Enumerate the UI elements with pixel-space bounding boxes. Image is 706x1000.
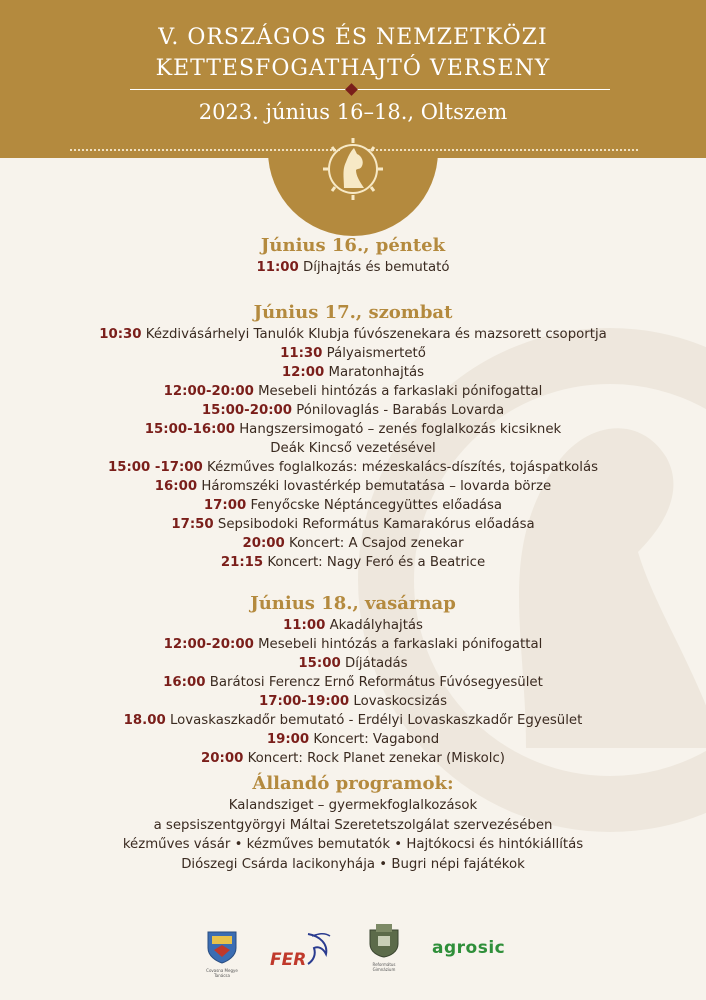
event-text: Pónilovaglás - Barabás Lovarda: [296, 403, 505, 418]
event-row: [0, 382, 706, 401]
event-text: Koncert: Vagabond: [313, 732, 440, 747]
event-time: 12:00-20:00: [163, 637, 254, 652]
event-row: [0, 258, 706, 277]
event-text: Koncert: Rock Planet zenekar (Miskolc): [247, 751, 505, 766]
permanent-line: Kalandsziget – gyermekfoglalkozások: [228, 798, 478, 813]
event-time: 16:00: [154, 479, 198, 494]
event-text: Mesebeli hintózás a farkaslaki pónifogattal: [258, 384, 543, 399]
event-date-place: 2023. június 16–18., Oltszem: [198, 100, 508, 124]
sponsor-agrosic-logo: [432, 938, 516, 958]
event-text: Akadályhajtás: [329, 618, 423, 633]
event-time: 17:00-19:00: [258, 694, 350, 709]
event-row: [0, 363, 706, 382]
sponsor-logos: [0, 920, 706, 990]
event-row: [0, 730, 706, 749]
day-block-friday: [0, 234, 706, 277]
event-time: 19:00: [266, 732, 310, 747]
event-row: [0, 749, 706, 768]
sponsor-caption: Covasna Megye Tanácsa: [206, 968, 238, 978]
day-heading: Június 16., péntek: [260, 235, 446, 256]
event-text: Kézműves foglalkozás: mézeskalács-díszítés, tojáspatkolás: [207, 460, 599, 475]
event-row: [0, 616, 706, 635]
event-row: [0, 515, 706, 534]
event-time: 20:00: [242, 536, 285, 551]
school-crest-icon: [366, 922, 402, 958]
event-time: 12:00: [281, 365, 325, 380]
event-row-continuation: [0, 439, 706, 458]
event-row: [0, 692, 706, 711]
title-divider-right: [360, 89, 610, 90]
permanent-line: Diószegi Csárda lacikonyhája • Bugri népi fajátékok: [181, 856, 525, 872]
event-time: 15:00 -17:00: [107, 460, 203, 475]
event-row: [0, 673, 706, 692]
event-row: [0, 477, 706, 496]
event-row: [0, 344, 706, 363]
permanent-heading: Állandó programok:: [252, 773, 454, 794]
sponsor-county-logo: [200, 930, 244, 978]
event-time: 15:00-16:00: [144, 422, 235, 437]
event-row: [0, 711, 706, 730]
sponsor-fer-logo: [268, 930, 338, 970]
event-time: 11:00: [256, 260, 299, 275]
event-row: [0, 401, 706, 420]
event-time: 15:00-20:00: [201, 403, 293, 418]
event-time: 11:00: [283, 618, 326, 633]
event-time: 17:00: [203, 498, 247, 513]
event-text: Kézdivásárhelyi Tanulók Klubja fúvószenekara és mazsorett csoportja: [145, 327, 607, 342]
event-time: 21:15: [220, 555, 264, 570]
event-text: Koncert: A Csajod zenekar: [289, 536, 464, 551]
event-text: Deák Kincső vezetésével: [270, 441, 436, 456]
event-row: [0, 325, 706, 344]
horse-sun-logo-icon: [314, 128, 392, 206]
event-row: [0, 496, 706, 515]
permanent-line: kézműves vásár • kézműves bemutatók • Hajtókocsi és hintókiállítás: [122, 837, 584, 852]
event-time: 12:00-20:00: [163, 384, 254, 399]
event-row: [0, 458, 706, 477]
event-row: [0, 635, 706, 654]
event-text: Hangszersimogató – zenés foglalkozás kicsiknek: [239, 422, 562, 437]
event-time: 11:30: [280, 346, 323, 361]
event-text: Barátosi Ferencz Ernő Református Fúvósegyesület: [209, 675, 543, 690]
event-text: Mesebeli hintózás a farkaslaki pónifogattal: [258, 637, 543, 652]
event-text: Lovaskocsizás: [353, 694, 447, 709]
day-heading: Június 17., szombat: [253, 302, 453, 323]
sponsor-school-logo: [366, 922, 402, 972]
event-text: Díjátadás: [344, 656, 408, 671]
fer-wordmark: FER: [270, 950, 307, 970]
program-schedule: [0, 234, 706, 874]
event-text: Koncert: Nagy Feró és a Beatrice: [267, 555, 486, 570]
title-divider-left: [130, 89, 380, 90]
sponsor-caption: Református Gimnázium: [372, 962, 396, 972]
event-text: Maratonhajtás: [328, 365, 425, 380]
event-time: 17:50: [171, 517, 214, 532]
event-text: Pályaismertető: [326, 346, 426, 361]
day-heading: Június 18., vasárnap: [250, 593, 456, 614]
day-block-sunday: [0, 592, 706, 768]
county-crest-icon: [200, 930, 244, 964]
event-title-line2: KETTESFOGATHAJTÓ VERSENY: [155, 56, 551, 81]
agrosic-wordmark: agrosic: [432, 938, 506, 958]
event-row: [0, 420, 706, 439]
event-time: 20:00: [201, 751, 244, 766]
event-text: Díjhajtás és bemutató: [303, 260, 450, 275]
dotted-divider-right: [368, 149, 638, 151]
event-text: Háromszéki lovastérkép bemutatása – lovarda börze: [201, 479, 552, 494]
permanent-line: a sepsiszentgyörgyi Máltai Szeretetszolgálat szervezésében: [153, 817, 553, 833]
dotted-divider-left: [70, 149, 340, 151]
event-row: [0, 534, 706, 553]
event-row: [0, 654, 706, 673]
event-title-line1: V. ORSZÁGOS ÉS NEMZETKÖZI: [158, 25, 548, 50]
event-text: Sepsibodoki Református Kamarakórus előadása: [217, 517, 535, 532]
event-text: Lovaskaszkadőr bemutató - Erdélyi Lovaskaszkadőr Egyesület: [169, 713, 583, 728]
day-block-saturday: [0, 301, 706, 572]
event-time: 15:00: [298, 656, 341, 671]
event-row: [0, 553, 706, 572]
event-text: Fenyőcske Néptáncegyüttes előadása: [250, 498, 503, 513]
event-time: 16:00: [163, 675, 206, 690]
event-time: 10:30: [99, 327, 142, 342]
permanent-programs: [0, 772, 706, 874]
event-time: 18.00: [123, 713, 166, 728]
